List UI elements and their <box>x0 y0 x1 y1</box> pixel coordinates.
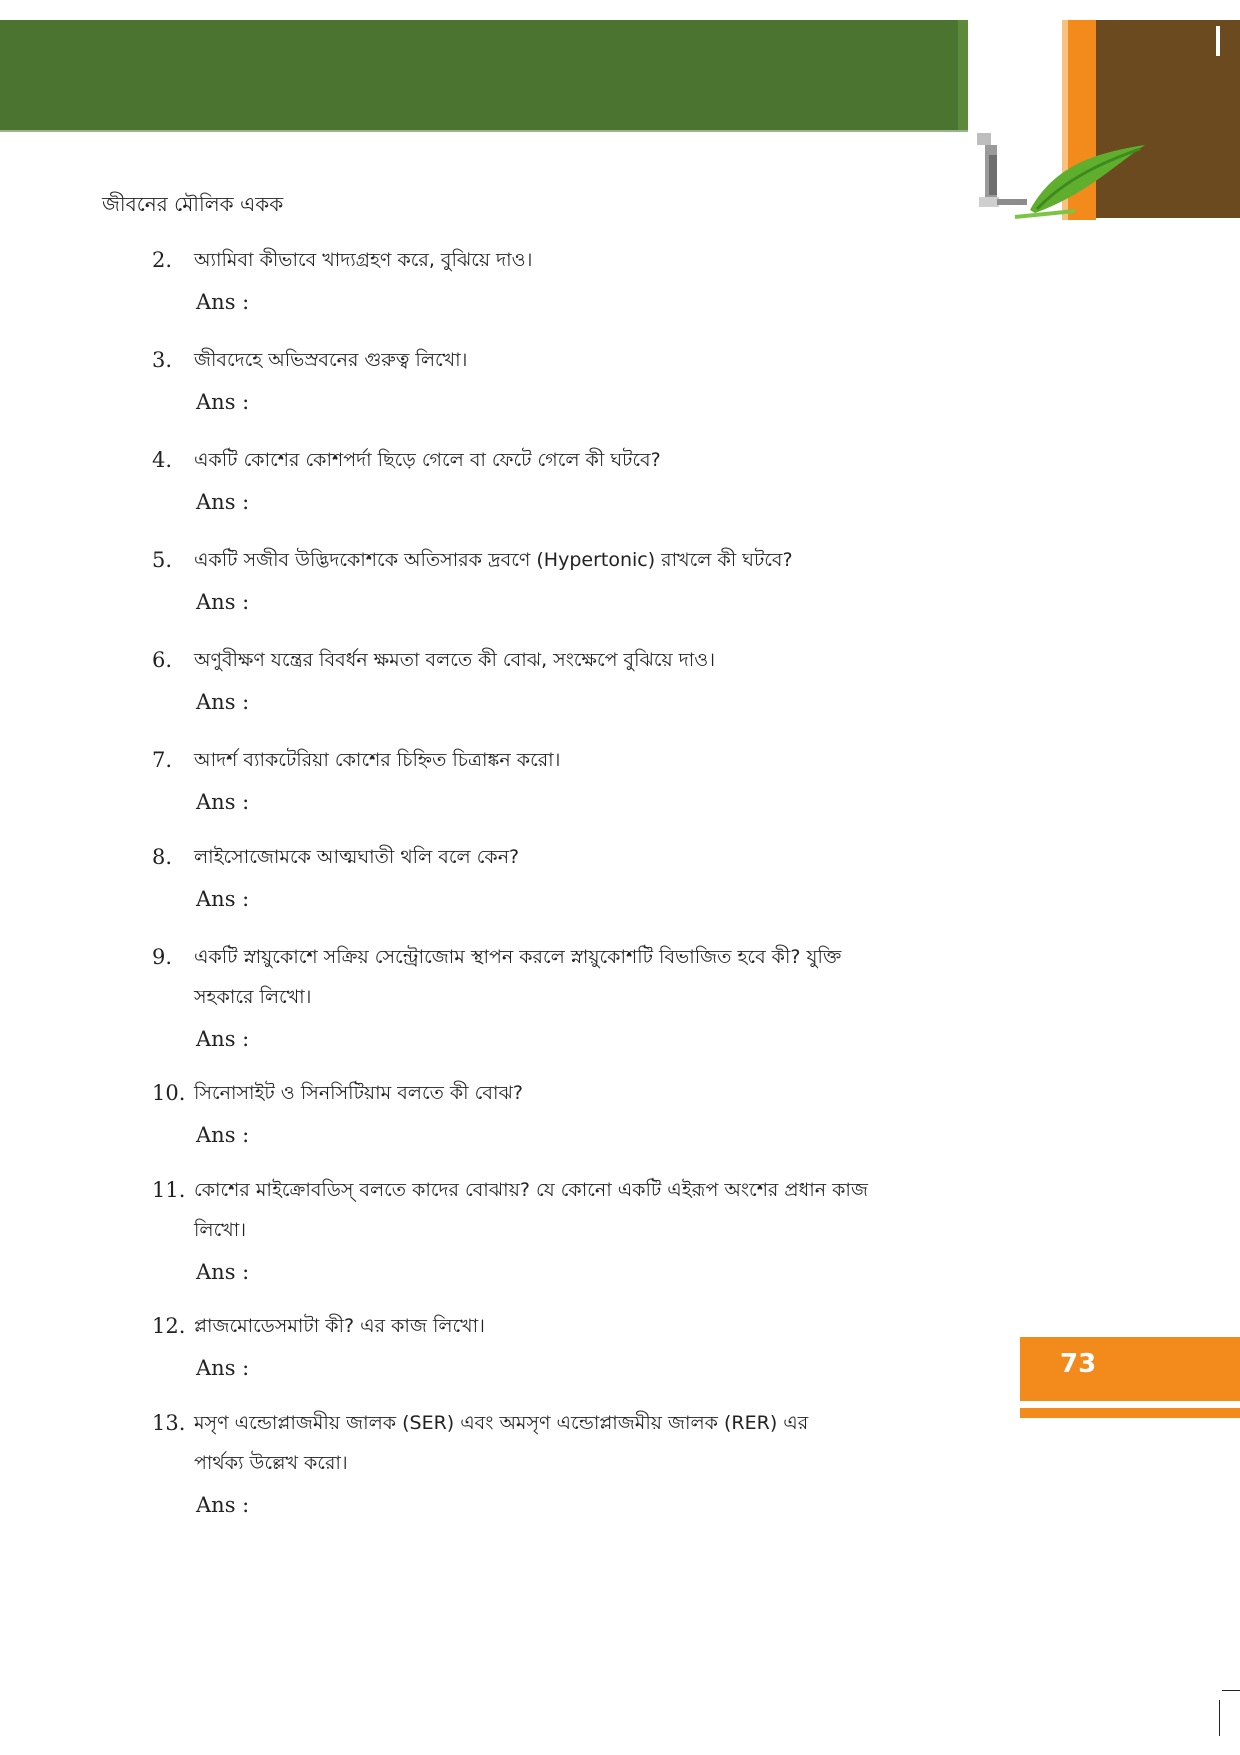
question-text: অ্যামিবা কীভাবে খাদ্যগ্রহণ করে, বুঝিয়ে দাও। <box>194 249 533 271</box>
question-number: 2. <box>152 248 173 272</box>
answer-label: Ans : <box>196 590 250 614</box>
question-number: 11. <box>152 1178 186 1202</box>
page-number-tab <box>1020 1337 1240 1401</box>
leaf-decoration-icon <box>975 125 1150 230</box>
answer-label: Ans : <box>196 1027 250 1051</box>
question-text: জীবদেহে অভিস্রবনের গুরুত্ব লিখো। <box>194 349 468 371</box>
question-item <box>152 1170 872 1250</box>
question-text: লিখো। <box>194 1219 247 1241</box>
question-item <box>152 740 872 780</box>
header-rule <box>0 130 968 132</box>
crop-mark-top <box>1216 26 1220 56</box>
question-text: সিনোসাইট ও সিনসিটিয়াম বলতে কী বোঝ? <box>194 1082 523 1104</box>
question-item <box>152 1073 872 1113</box>
answer-label: Ans : <box>196 390 250 414</box>
question-number: 10. <box>152 1081 186 1105</box>
question-number: 12. <box>152 1314 186 1338</box>
question-number: 8. <box>152 845 173 869</box>
question-text: পার্থক্য উল্লেখ করো। <box>194 1452 348 1474</box>
question-item <box>152 1306 872 1346</box>
question-item <box>152 837 872 877</box>
question-text: অণুবীক্ষণ যন্ত্রের বিবর্ধন ক্ষমতা বলতে কী বোঝ, সংক্ষেপে বুঝিয়ে দাও। <box>194 649 716 671</box>
question-number: 9. <box>152 945 173 969</box>
question-item <box>152 440 872 480</box>
running-head: জীবনের মৌলিক একক <box>102 192 284 216</box>
question-number: 5. <box>152 548 173 572</box>
question-item <box>152 640 872 680</box>
answer-label: Ans : <box>196 1493 250 1517</box>
answer-label: Ans : <box>196 490 250 514</box>
crop-mark-vertical <box>1219 1700 1220 1736</box>
answer-label: Ans : <box>196 790 250 814</box>
question-text: একটি স্নায়ুকোশে সক্রিয় সেন্ট্রোজোম স্থাপন করলে স্নায়ুকোশটি বিভাজিত হবে কী? যুক্তি <box>194 946 842 968</box>
answer-label: Ans : <box>196 290 250 314</box>
question-text: একটি কোশের কোশপর্দা ছিড়ে গেলে বা ফেটে গেলে কী ঘটবে? <box>194 449 661 471</box>
question-number: 3. <box>152 348 173 372</box>
answer-label: Ans : <box>196 1123 250 1147</box>
page-number: 73 <box>1060 1349 1097 1379</box>
answer-label: Ans : <box>196 1260 250 1284</box>
question-item <box>152 540 872 580</box>
header-band <box>0 20 968 130</box>
question-item <box>152 340 872 380</box>
question-item <box>152 240 872 280</box>
crop-mark-horizontal <box>1222 1690 1240 1691</box>
answer-label: Ans : <box>196 690 250 714</box>
question-number: 13. <box>152 1411 186 1435</box>
header-band-edge <box>958 20 968 130</box>
question-item <box>152 1403 872 1483</box>
answer-label: Ans : <box>196 887 250 911</box>
answer-label: Ans : <box>196 1356 250 1380</box>
question-number: 7. <box>152 748 173 772</box>
question-number: 6. <box>152 648 173 672</box>
question-text: আদর্শ ব্যাকটেরিয়া কোশের চিহ্নিত চিত্রাঙ্কন করো। <box>194 749 561 771</box>
question-text: প্লাজমোডেসমাটা কী? এর কাজ লিখো। <box>194 1315 485 1337</box>
question-text: লাইসোজোমকে আত্মঘাতী থলি বলে কেন? <box>194 846 520 868</box>
question-item <box>152 937 872 1017</box>
question-text: কোশের মাইক্রোবডিস্ বলতে কাদের বোঝায়? যে কোনো একটি এইরূপ অংশের প্রধান কাজ <box>194 1179 868 1201</box>
question-text: সহকারে লিখো। <box>194 986 312 1008</box>
question-text: মসৃণ এন্ডোপ্লাজমীয় জালক (SER) এবং অমসৃণ এন্ডোপ্লাজমীয় জালক (RER) এর <box>194 1412 809 1434</box>
question-number: 4. <box>152 448 173 472</box>
page-tab-rule <box>1020 1408 1240 1418</box>
question-text: একটি সজীব উদ্ভিদকোশকে অতিসারক দ্রবণে (Hypertonic) রাখলে কী ঘটবে? <box>194 549 793 571</box>
